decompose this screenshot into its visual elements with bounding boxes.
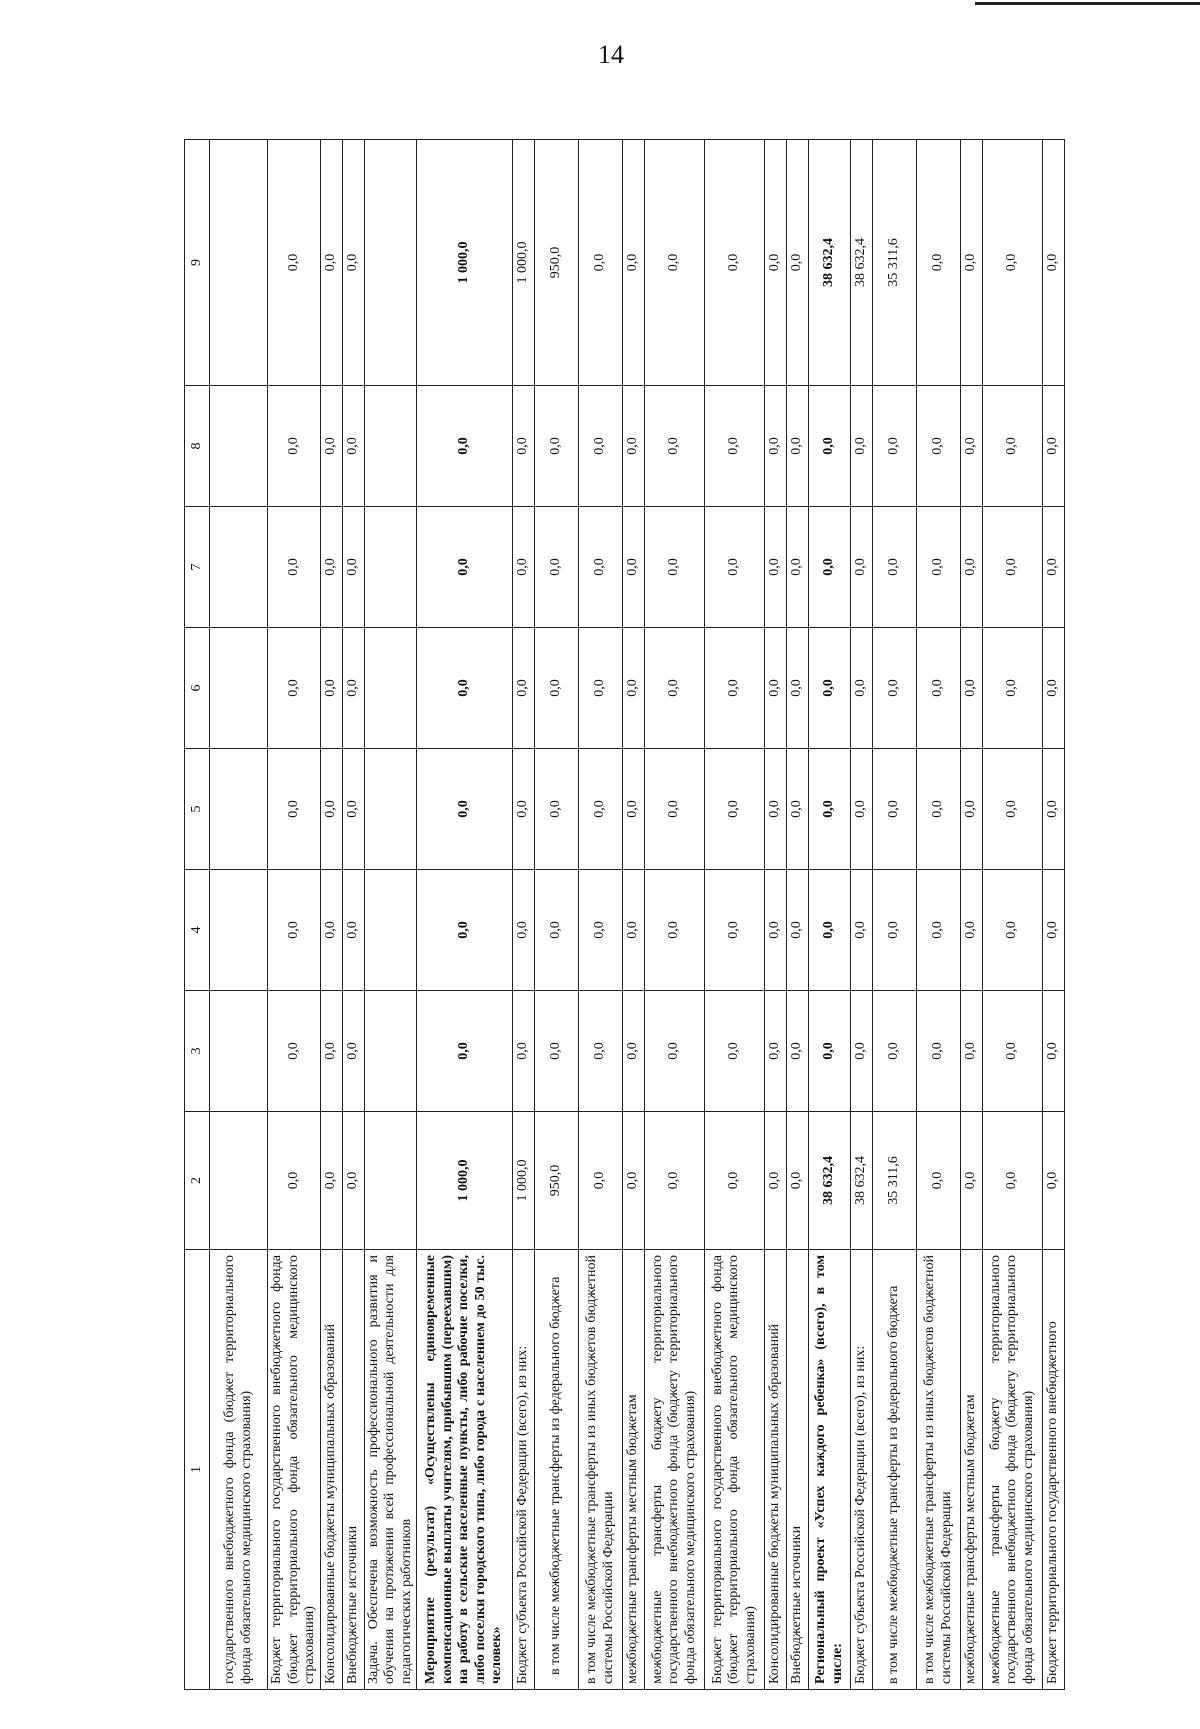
value-cell: 0,0: [787, 140, 809, 386]
row-label: межбюджетные трансферты бюджету территориального государственного внебюджетного фонда (бюджету территориального фонда обязательного медицинского страхования): [645, 1250, 705, 1690]
value-cell: 0,0: [645, 140, 705, 386]
table-row: [364, 140, 417, 1690]
value-cell: 0,0: [645, 386, 705, 507]
value-cell: 0,0: [765, 749, 787, 870]
header-cell: 6: [185, 628, 210, 749]
value-cell: 0,0: [851, 507, 873, 628]
row-label: в том числе межбюджетные трансферты из федерального бюджета: [535, 1250, 579, 1690]
value-cell: 0,0: [983, 749, 1043, 870]
row-label: межбюджетные трансферты бюджету территориального государственного внебюджетного фонда (бюджету территориального фонда обязательного медицинского страхования): [983, 1250, 1043, 1690]
value-cell: 0,0: [705, 507, 765, 628]
header-cell: 8: [185, 386, 210, 507]
value-cell: 0,0: [705, 386, 765, 507]
value-cell: 0,0: [917, 870, 961, 991]
value-cell: 0,0: [513, 628, 535, 749]
value-cell: 0,0: [417, 507, 513, 628]
value-cell: 0,0: [873, 507, 917, 628]
value-cell: 0,0: [645, 628, 705, 749]
value-cell: 0,0: [320, 749, 342, 870]
value-cell: [210, 870, 268, 991]
header-cell: 5: [185, 749, 210, 870]
page-number: 14: [598, 40, 624, 69]
value-cell: 0,0: [765, 507, 787, 628]
value-cell: 0,0: [961, 507, 983, 628]
value-cell: 0,0: [983, 140, 1043, 386]
value-cell: 0,0: [787, 749, 809, 870]
header-row: [185, 140, 210, 1690]
table-row: [1043, 140, 1065, 1690]
value-cell: 0,0: [417, 870, 513, 991]
value-cell: [210, 1112, 268, 1250]
value-cell: 0,0: [705, 1112, 765, 1250]
value-cell: 0,0: [623, 991, 645, 1112]
value-cell: 0,0: [342, 140, 364, 386]
table-row: [705, 140, 765, 1690]
row-label: Мероприятие (результат) «Осуществлены единовременные компенсационные выплаты учителям, прибывшим (переехавшим) на работу в сельские населенные пункты, либо рабочие поселки, либо поселки городского типа, либо города с населением до 50 тыс. человек»: [417, 1250, 513, 1690]
value-cell: 0,0: [787, 386, 809, 507]
value-cell: 0,0: [765, 628, 787, 749]
value-cell: 0,0: [961, 386, 983, 507]
value-cell: 0,0: [535, 749, 579, 870]
value-cell: 1 000,0: [513, 140, 535, 386]
value-cell: 0,0: [787, 870, 809, 991]
value-cell: [364, 749, 417, 870]
value-cell: 0,0: [579, 1112, 623, 1250]
value-cell: 0,0: [1043, 1112, 1065, 1250]
value-cell: 0,0: [513, 991, 535, 1112]
table-row: [787, 140, 809, 1690]
value-cell: 38 632,4: [851, 140, 873, 386]
value-cell: 0,0: [579, 140, 623, 386]
value-cell: 0,0: [705, 870, 765, 991]
value-cell: 0,0: [765, 991, 787, 1112]
value-cell: [210, 386, 268, 507]
value-cell: 0,0: [579, 507, 623, 628]
value-cell: 0,0: [705, 749, 765, 870]
value-cell: 0,0: [417, 991, 513, 1112]
value-cell: [210, 507, 268, 628]
table-row: [961, 140, 983, 1690]
value-cell: 0,0: [623, 1112, 645, 1250]
table-row: [342, 140, 364, 1690]
value-cell: 0,0: [645, 1112, 705, 1250]
value-cell: 0,0: [320, 870, 342, 991]
value-cell: 0,0: [917, 628, 961, 749]
table-row: [210, 140, 268, 1690]
value-cell: 0,0: [579, 870, 623, 991]
table-row: [851, 140, 873, 1690]
value-cell: 0,0: [705, 991, 765, 1112]
value-cell: 0,0: [645, 870, 705, 991]
value-cell: 1 000,0: [417, 1112, 513, 1250]
value-cell: 0,0: [983, 386, 1043, 507]
value-cell: 0,0: [1043, 628, 1065, 749]
value-cell: 0,0: [1043, 749, 1065, 870]
value-cell: 0,0: [765, 870, 787, 991]
value-cell: 0,0: [623, 870, 645, 991]
value-cell: 0,0: [809, 749, 851, 870]
value-cell: 0,0: [961, 749, 983, 870]
row-label: в том числе межбюджетные трансферты из иных бюджетов бюджетной системы Российской Федерации: [579, 1250, 623, 1690]
table-row: [983, 140, 1043, 1690]
row-label: в том числе межбюджетные трансферты из федерального бюджета: [873, 1250, 917, 1690]
value-cell: 0,0: [579, 628, 623, 749]
value-cell: 0,0: [342, 628, 364, 749]
table-row: [513, 140, 535, 1690]
row-label: Бюджет территориального государственного внебюджетного: [1043, 1250, 1065, 1690]
value-cell: 0,0: [917, 991, 961, 1112]
value-cell: 0,0: [983, 870, 1043, 991]
value-cell: 0,0: [268, 991, 321, 1112]
header-cell: 2: [185, 1112, 210, 1250]
value-cell: 0,0: [809, 991, 851, 1112]
row-label: в том числе межбюджетные трансферты из иных бюджетов бюджетной системы Российской Федерации: [917, 1250, 961, 1690]
value-cell: 38 632,4: [809, 1112, 851, 1250]
value-cell: 0,0: [809, 870, 851, 991]
row-label: Бюджет субъекта Российской Федерации (всего), из них:: [513, 1250, 535, 1690]
value-cell: 0,0: [535, 628, 579, 749]
table-row: [623, 140, 645, 1690]
top-rule: [975, 2, 1200, 5]
value-cell: 0,0: [765, 386, 787, 507]
value-cell: 0,0: [961, 140, 983, 386]
value-cell: 0,0: [1043, 140, 1065, 386]
row-label: Бюджет территориального государственного внебюджетного фонда (бюджет территориального фонда обязательного медицинского страхования): [268, 1250, 321, 1690]
value-cell: 0,0: [579, 749, 623, 870]
value-cell: 0,0: [983, 1112, 1043, 1250]
row-label: Бюджет субъекта Российской Федерации (всего), из них:: [851, 1250, 873, 1690]
value-cell: [210, 628, 268, 749]
value-cell: [364, 870, 417, 991]
value-cell: [364, 1112, 417, 1250]
value-cell: 0,0: [513, 749, 535, 870]
value-cell: 0,0: [320, 140, 342, 386]
value-cell: 0,0: [787, 1112, 809, 1250]
value-cell: 0,0: [873, 628, 917, 749]
header-cell: 9: [185, 140, 210, 386]
value-cell: 0,0: [623, 507, 645, 628]
value-cell: [210, 140, 268, 386]
value-cell: 0,0: [917, 140, 961, 386]
value-cell: 0,0: [513, 870, 535, 991]
value-cell: 0,0: [645, 991, 705, 1112]
value-cell: [210, 991, 268, 1112]
value-cell: 0,0: [645, 507, 705, 628]
value-cell: 0,0: [645, 749, 705, 870]
value-cell: 0,0: [917, 507, 961, 628]
value-cell: 0,0: [623, 749, 645, 870]
row-label: государственного внебюджетного фонда (бюджет территориального фонда обязательного медицинского страхования): [210, 1250, 268, 1690]
value-cell: 0,0: [809, 386, 851, 507]
row-label: Консолидированные бюджеты муниципальных образований: [320, 1250, 342, 1690]
value-cell: 0,0: [268, 749, 321, 870]
value-cell: 0,0: [579, 991, 623, 1112]
value-cell: 0,0: [917, 749, 961, 870]
value-cell: 1 000,0: [417, 140, 513, 386]
value-cell: 0,0: [765, 140, 787, 386]
row-label: Консолидированные бюджеты муниципальных образований: [765, 1250, 787, 1690]
value-cell: 0,0: [268, 507, 321, 628]
value-cell: 0,0: [513, 386, 535, 507]
value-cell: 0,0: [851, 991, 873, 1112]
table-row: [873, 140, 917, 1690]
value-cell: 0,0: [961, 991, 983, 1112]
value-cell: 0,0: [623, 628, 645, 749]
row-label: Внебюджетные источники: [342, 1250, 364, 1690]
value-cell: 0,0: [851, 386, 873, 507]
value-cell: 38 632,4: [809, 140, 851, 386]
budget-table: [184, 139, 1065, 1690]
value-cell: 1 000,0: [513, 1112, 535, 1250]
value-cell: 0,0: [417, 386, 513, 507]
value-cell: 0,0: [787, 991, 809, 1112]
value-cell: 0,0: [268, 628, 321, 749]
value-cell: [364, 628, 417, 749]
value-cell: 0,0: [983, 628, 1043, 749]
value-cell: [364, 507, 417, 628]
value-cell: 0,0: [268, 140, 321, 386]
row-label: межбюджетные трансферты местным бюджетам: [623, 1250, 645, 1690]
value-cell: 0,0: [917, 1112, 961, 1250]
value-cell: 0,0: [873, 991, 917, 1112]
row-label: Внебюджетные источники: [787, 1250, 809, 1690]
value-cell: 0,0: [1043, 386, 1065, 507]
value-cell: 0,0: [342, 507, 364, 628]
value-cell: 0,0: [809, 507, 851, 628]
value-cell: 0,0: [268, 1112, 321, 1250]
value-cell: 0,0: [765, 1112, 787, 1250]
table-row: [268, 140, 321, 1690]
value-cell: [210, 749, 268, 870]
value-cell: 0,0: [705, 628, 765, 749]
value-cell: 0,0: [513, 507, 535, 628]
header-cell: 7: [185, 507, 210, 628]
table-row: [645, 140, 705, 1690]
value-cell: 0,0: [787, 628, 809, 749]
value-cell: 0,0: [961, 870, 983, 991]
value-cell: 0,0: [535, 507, 579, 628]
value-cell: 0,0: [873, 386, 917, 507]
value-cell: 0,0: [417, 628, 513, 749]
row-label: межбюджетные трансферты местным бюджетам: [961, 1250, 983, 1690]
value-cell: 0,0: [623, 386, 645, 507]
value-cell: 0,0: [1043, 870, 1065, 991]
value-cell: 35 311,6: [873, 140, 917, 386]
value-cell: 0,0: [1043, 507, 1065, 628]
value-cell: 0,0: [417, 749, 513, 870]
value-cell: 0,0: [268, 870, 321, 991]
value-cell: 0,0: [320, 386, 342, 507]
value-cell: [364, 386, 417, 507]
value-cell: 0,0: [851, 628, 873, 749]
table-row: [809, 140, 851, 1690]
header-cell: 3: [185, 991, 210, 1112]
value-cell: 38 632,4: [851, 1112, 873, 1250]
value-cell: 950,0: [535, 1112, 579, 1250]
value-cell: 35 311,6: [873, 1112, 917, 1250]
value-cell: 0,0: [851, 870, 873, 991]
table-row: [417, 140, 513, 1690]
table-row: [320, 140, 342, 1690]
table-row: [917, 140, 961, 1690]
rotated-table-wrapper: [184, 140, 1061, 1690]
value-cell: 0,0: [342, 1112, 364, 1250]
value-cell: 0,0: [917, 386, 961, 507]
row-label: Задача. Обеспечена возможность профессионального развития и обучения на протяжении всей профессиональной деятельности для педагогических работников: [364, 1250, 417, 1690]
value-cell: 0,0: [320, 1112, 342, 1250]
value-cell: 0,0: [342, 991, 364, 1112]
value-cell: 0,0: [705, 140, 765, 386]
value-cell: 0,0: [961, 1112, 983, 1250]
value-cell: 0,0: [579, 386, 623, 507]
value-cell: 0,0: [983, 507, 1043, 628]
value-cell: 0,0: [623, 140, 645, 386]
value-cell: 0,0: [342, 749, 364, 870]
value-cell: 0,0: [535, 870, 579, 991]
value-cell: 0,0: [342, 386, 364, 507]
value-cell: 0,0: [320, 507, 342, 628]
table-row: [765, 140, 787, 1690]
header-cell: 4: [185, 870, 210, 991]
value-cell: 0,0: [535, 991, 579, 1112]
value-cell: [364, 991, 417, 1112]
value-cell: 0,0: [320, 991, 342, 1112]
value-cell: 0,0: [873, 870, 917, 991]
value-cell: 0,0: [320, 628, 342, 749]
table-row: [535, 140, 579, 1690]
value-cell: 0,0: [809, 628, 851, 749]
row-label: Региональный проект «Успех каждого ребенка» (всего), в том числе:: [809, 1250, 851, 1690]
row-label: Бюджет территориального государственного внебюджетного фонда (бюджет территориального фонда обязательного медицинского страхования): [705, 1250, 765, 1690]
value-cell: 0,0: [851, 749, 873, 870]
value-cell: 0,0: [961, 628, 983, 749]
value-cell: 0,0: [268, 386, 321, 507]
table-row: [579, 140, 623, 1690]
value-cell: 0,0: [1043, 991, 1065, 1112]
value-cell: 0,0: [787, 507, 809, 628]
value-cell: 0,0: [342, 870, 364, 991]
value-cell: 0,0: [873, 749, 917, 870]
value-cell: [364, 140, 417, 386]
value-cell: 0,0: [983, 991, 1043, 1112]
header-cell: 1: [185, 1250, 210, 1690]
value-cell: 950,0: [535, 140, 579, 386]
value-cell: 0,0: [535, 386, 579, 507]
